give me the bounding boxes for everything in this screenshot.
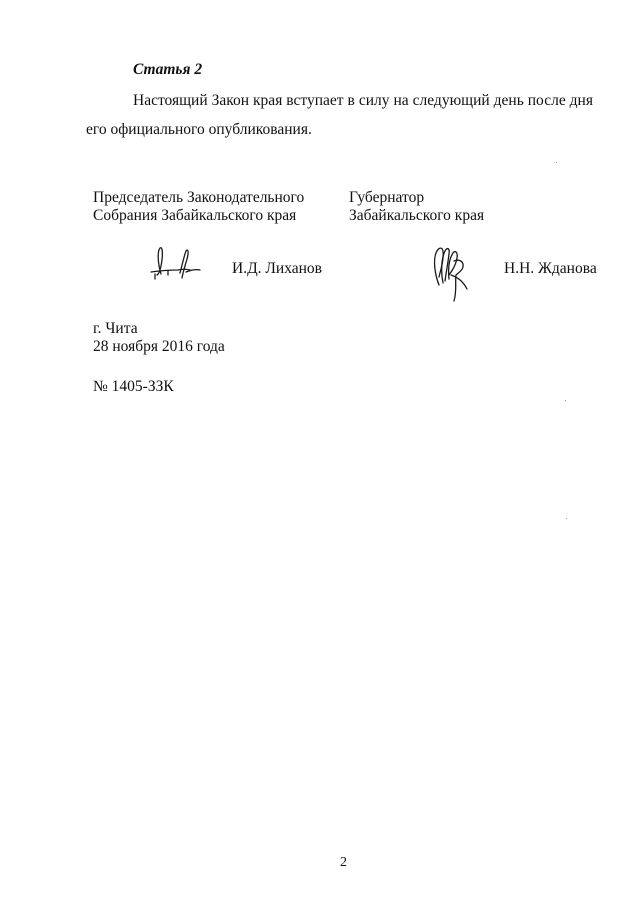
governor-name: Н.Н. Жданова	[504, 260, 597, 277]
chair-position-line2: Собрания Забайкальского края	[93, 207, 297, 224]
page-number: 2	[340, 855, 347, 870]
chair-position-line1: Председатель Законодательного	[93, 189, 305, 206]
governor-position-line1: Губернатор	[349, 189, 425, 206]
date: 28 ноября 2016 года	[93, 338, 225, 355]
governor-position-line2: Забайкальского края	[349, 207, 485, 224]
governor-position	[349, 189, 484, 225]
scan-speck	[556, 162, 557, 163]
article-paragraph: Настоящий Закон края вступает в силу на следующий день после дня его официального опубликования.	[86, 92, 593, 138]
article-heading: Статья 2	[133, 61, 203, 78]
city: г. Чита	[93, 320, 138, 337]
chair-name: И.Д. Лиханов	[232, 260, 322, 277]
law-number: № 1405-ЗЗК	[93, 378, 174, 395]
place-and-date	[93, 320, 225, 356]
scan-speck	[566, 518, 567, 519]
scan-speck	[565, 400, 566, 401]
chair-position	[93, 189, 304, 225]
chair-signature	[146, 244, 202, 286]
governor-signature	[427, 241, 471, 303]
